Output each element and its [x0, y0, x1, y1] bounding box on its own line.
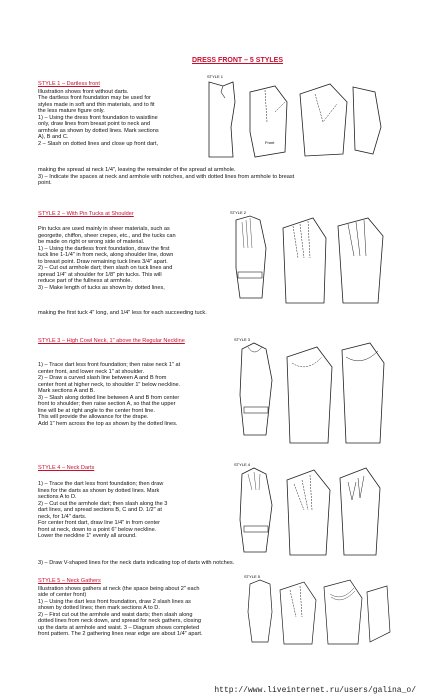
style1-line: 3) – Indicate the spaces at neck and armhole with notches, and with dotted lines from armhole to breast — [38, 173, 295, 180]
style5-line: up the darts at armhole and waist. 3 – Diagram shows completed — [38, 624, 200, 631]
style1-figure — [205, 72, 385, 167]
style3-line: Mark sections A and B. — [38, 388, 95, 394]
style4-line: 2) – Cut out the armhole dart; then slash along the 3 — [38, 500, 168, 507]
style1-line: the less mature figure only. — [38, 108, 105, 114]
style4-body-wide — [38, 560, 388, 567]
style3-section — [38, 338, 228, 346]
style2-line: 1) – Using the dartless front foundation, draw the first — [38, 245, 170, 252]
style3-figure — [232, 335, 387, 450]
style3-heading: STYLE 3 – High Cowl Neck, 1" above the Regular Neckline — [38, 338, 185, 344]
style2-figure — [228, 208, 388, 313]
style2-line: reduce part of the fullness at armhole. — [38, 278, 132, 284]
style4-figure — [232, 460, 382, 560]
style1-line: A), B and C. — [38, 134, 69, 140]
style4-line: lines for the darts as shown by dotted lines. Mark — [38, 487, 160, 494]
style1-line: making the spread at neck 1/4", leaving the remainder of the spread at armhole. — [38, 167, 236, 173]
style4-line: front at neck, down to a point 6" below neckline. — [38, 526, 157, 533]
style2-line: making the first tuck 4" long, and 1/4" less for each succeeding tuck. — [38, 310, 207, 316]
style5-line: dotted lines from neck down, and spread for neck gathers, closing — [38, 618, 201, 624]
style3-line: front to shoulder; then raise section A, so that the upper — [38, 401, 176, 407]
style1-heading: STYLE 1 – Dartless front — [38, 81, 100, 87]
style2-line: to breast point. Draw remaining tuck lines 3/4" apart. — [38, 258, 168, 265]
style2-line: 3) – Make length of tucks as shown by dotted lines, — [38, 284, 165, 291]
style5-line: side of center front) — [38, 592, 87, 598]
style2-line: Pin tucks are used mainly in sheer materials, such as — [38, 226, 170, 232]
style5-line: shown by dotted lines; then mark sections A to D. — [38, 605, 160, 611]
style5-line: 2) – First cut out the armhole and waist darts; then slash along — [38, 611, 193, 618]
style4-line: dart lines, and spread sections B, C and D. 1/2" at — [38, 507, 162, 513]
style1-line: styles made in soft and thin materials, and to fit — [38, 101, 155, 108]
style3-body — [38, 362, 228, 427]
style4-line: 1) – Trace the dart less front foundation; then draw — [38, 481, 164, 487]
source-url: http://www.liveinternet.ru/users/galina_o/ — [214, 686, 416, 695]
style1-line: The dartless front foundation may be used for — [38, 95, 151, 101]
style3-line: 2) – Draw a curved slash line between A and B from — [38, 375, 167, 381]
style2-body — [38, 226, 228, 291]
style1-fig-label: STYLE 1 — [207, 74, 224, 79]
style3-line: center front, and lower neck 1" at shoulder. — [38, 368, 145, 375]
style3-line: 1) – Trace dart less front foundation; then raise neck 1" at — [38, 362, 181, 368]
style1-line: Illustration shows front without darts. — [38, 88, 129, 95]
svg-text:Front: Front — [265, 140, 275, 145]
style1-line: point. — [38, 180, 52, 186]
style3-line: This will provide the allowance for the drape. — [38, 414, 149, 420]
style4-line: sections A to D. — [38, 494, 77, 500]
style4-body — [38, 481, 230, 540]
style4-line: neck, for 1/4" darts. — [38, 513, 87, 520]
style2-line: spread 1/4" at shoulder for 1/8" pin tucks. This will — [38, 271, 162, 278]
style4-line: For center front dart, draw line 1/4" in from center — [38, 520, 160, 526]
style1-section-wide — [38, 167, 388, 187]
style2-line: 2) – Cut out armhole dart; then slash on tuck lines and — [38, 265, 173, 271]
style5-line: front pattern. The 2 gathering lines near edge are about 1/4" apart. — [38, 631, 203, 637]
style4-heading: STYLE 4 – Neck Darts — [38, 465, 95, 471]
style5-line: 1) – Using the dart less front foundation, draw 2 slash lines as — [38, 598, 191, 605]
style4-line: 3) – Draw V-shaped lines for the neck darts indicating top of darts with notches. — [38, 560, 235, 566]
style3-line: Add 1" hem across the top as shown by the dotted lines. — [38, 420, 178, 427]
style1-line: 2 – Slash on dotted lines and close up front dart, — [38, 140, 159, 147]
page-title: DRESS FRONT – 5 STYLES — [191, 57, 284, 64]
style3-line: center front at higher neck, to shoulder 1" below neckline. — [38, 381, 181, 388]
style4-fig-label: STYLE 4 — [234, 462, 251, 467]
style2-heading: STYLE 2 – With Pin Tucks at Shoulder — [38, 211, 134, 217]
style3-line: line will be at right angle to the center front line. — [38, 407, 155, 414]
style5-fig-label: STYLE 5 — [244, 574, 261, 579]
style2-fig-label: STYLE 2 — [230, 210, 247, 215]
style2-line: tuck line 1-1/4" in from neck, along shoulder line, down — [38, 252, 174, 258]
style5-section — [38, 578, 238, 638]
style1-line: armhole as shown by dotted lines. Mark sections — [38, 127, 159, 134]
style3-line: 3) – Slash along dotted line between A and B from center — [38, 394, 180, 401]
style1-line: only, draw lines from breast point to neck and — [38, 121, 151, 127]
style5-figure — [242, 572, 392, 672]
style5-heading: STYLE 5 – Neck Gathers — [38, 578, 101, 584]
style2-line: georgette, chiffon, sheer crepes, etc., and the tucks can — [38, 232, 176, 239]
style4-line: Lower the neckline 1" evenly all around. — [38, 533, 137, 539]
style1-line: 1) – Using the dress front foundation to waistline — [38, 114, 158, 121]
style3-fig-label: STYLE 3 — [234, 337, 251, 342]
style2-line: be made on right or wrong side of material. — [38, 239, 145, 245]
style5-line: Illustration shows gathers at neck (the space being about 2" each — [38, 585, 200, 592]
